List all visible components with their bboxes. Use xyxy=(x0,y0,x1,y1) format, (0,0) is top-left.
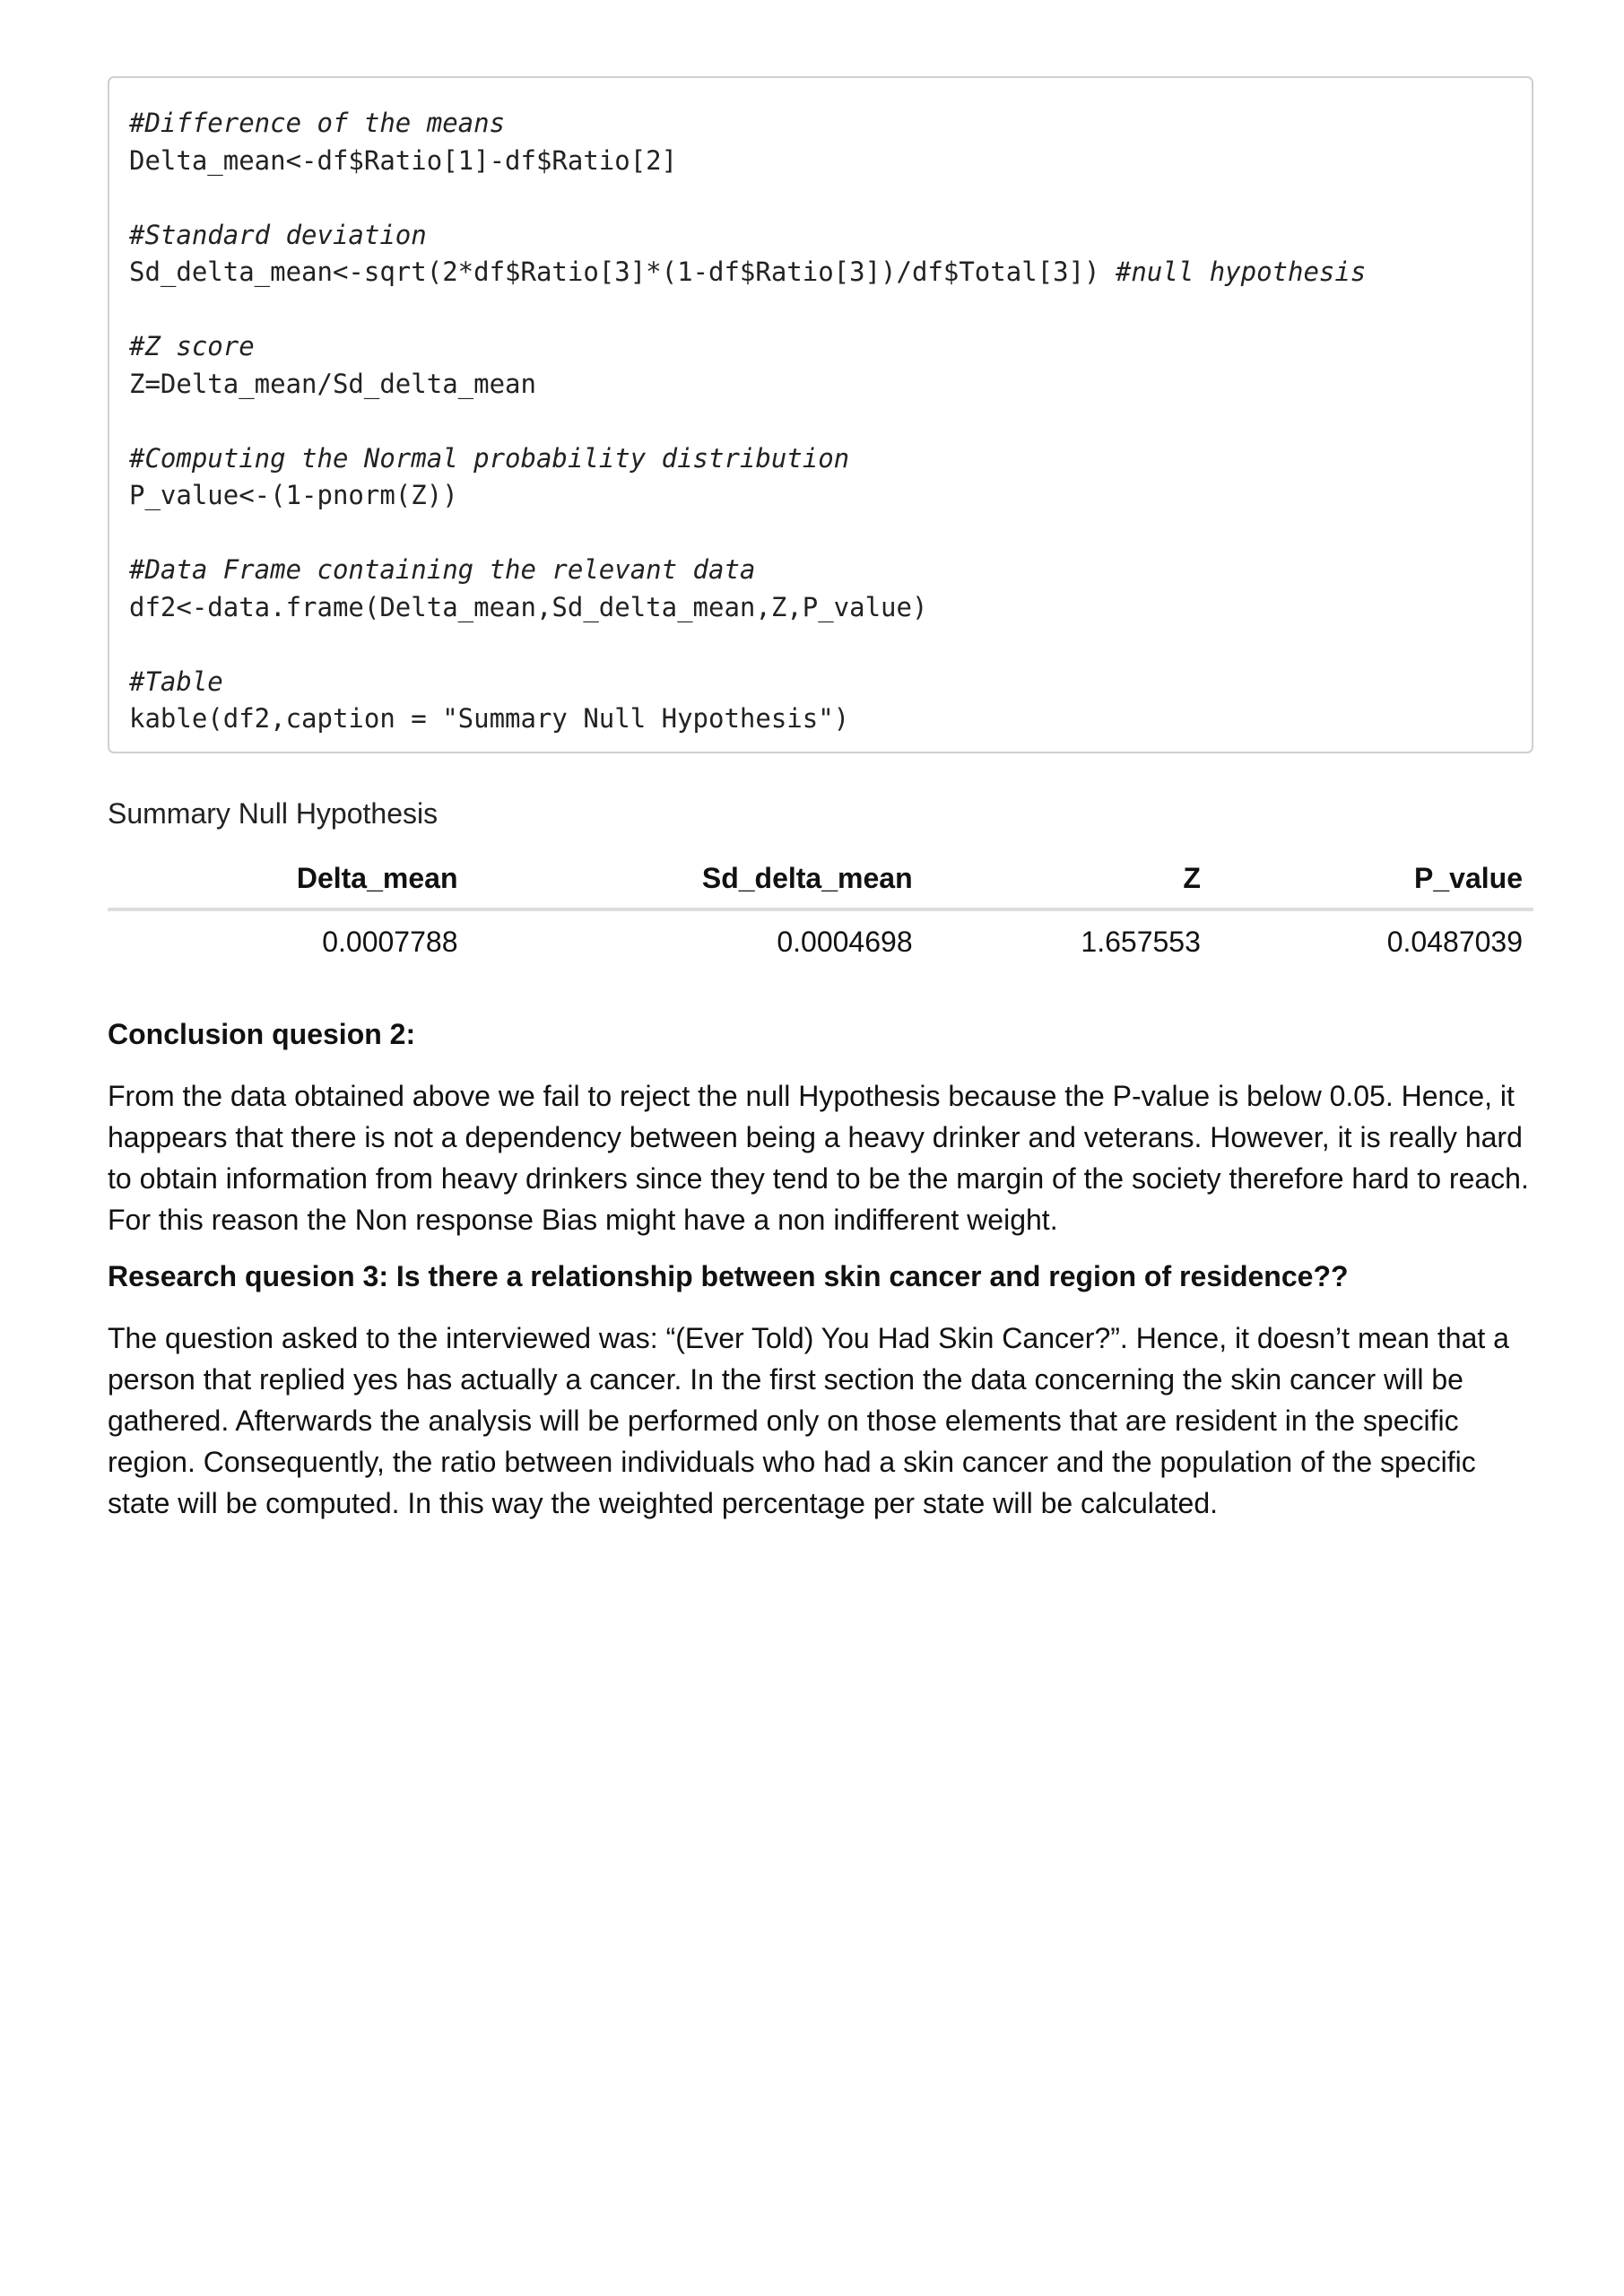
column-header-z: Z xyxy=(924,851,1211,909)
table-row xyxy=(108,909,1533,970)
code-block xyxy=(108,76,1533,753)
table-cell: 0.0487039 xyxy=(1386,926,1523,958)
document-page xyxy=(108,76,1533,1524)
summary-table xyxy=(108,851,1533,970)
table-header-row xyxy=(108,851,1533,909)
code-line: #Table xyxy=(129,665,223,697)
code-blank-line xyxy=(129,291,1512,329)
conclusion-paragraph: From the data obtained above we fail to reject the null Hypothesis because the P-value is below 0.05. Hence, it happears that there is not a dependency between being a heavy drinker and veterans. However, it is really hard to obtain information from heavy drinkers since they tend to be the margin of the society therefore hard to reach. For this reason the Non response Bias might have a non indifferent weight. xyxy=(108,1080,1529,1236)
code-line: Delta_mean<-df$Ratio[1]-df$Ratio[2] xyxy=(129,144,678,176)
code-line: df2<-data.frame(Delta_mean,Sd_delta_mean,Z,P_value) xyxy=(129,591,928,622)
code-inline-comment: #null hypothesis xyxy=(1115,257,1367,287)
code-line: P_value<-(1-pnorm(Z)) xyxy=(129,480,458,510)
code-line: #Standard deviation xyxy=(129,219,427,250)
code-blank-line xyxy=(129,403,1512,440)
code-line: #Computing the Normal probability distribution xyxy=(129,442,850,474)
table-caption: Summary Null Hypothesis xyxy=(108,797,439,830)
column-header-p-value: P_value xyxy=(1211,851,1533,909)
research-question-heading: Research quesion 3: Is there a relationship between skin cancer and region of residence?? xyxy=(108,1260,1349,1292)
code-line: #Data Frame containing the relevant data xyxy=(129,554,756,585)
code-line xyxy=(129,254,1512,291)
column-header-delta-mean: Delta_mean xyxy=(108,851,468,909)
conclusion-heading: Conclusion quesion 2: xyxy=(108,1018,416,1050)
table-cell: 0.0007788 xyxy=(322,926,458,958)
code-blank-line xyxy=(129,515,1512,552)
code-statement: Sd_delta_mean<-sqrt(2*df$Ratio[3]*(1-df$Ratio[3])/df$Total[3]) xyxy=(129,257,1116,287)
code-line: #Z score xyxy=(129,331,255,361)
code-line: #Difference of the means xyxy=(129,108,506,138)
code-line: kable(df2,caption = "Summary Null Hypothesis") xyxy=(129,703,850,734)
research-paragraph: The question asked to the interviewed was: “(Ever Told) You Had Skin Cancer?”. Hence, it doesn’t mean that a person that replied yes has actually a cancer. In the first section the data concerning the skin cancer will be gathered. Afterwards the analysis will be performed only on those elements that are resident in the specific region. Consequently, the ratio between individuals who had a skin cancer and the population of the specific state will be computed. In this way the weighted percentage per state will be calculated. xyxy=(108,1322,1509,1519)
code-blank-line xyxy=(129,179,1512,217)
column-header-sd-delta-mean: Sd_delta_mean xyxy=(468,851,923,909)
table-cell: 1.657553 xyxy=(1081,926,1201,958)
code-line: Z=Delta_mean/Sd_delta_mean xyxy=(129,368,536,399)
code-blank-line xyxy=(129,626,1512,664)
table-cell: 0.0004698 xyxy=(777,926,913,958)
